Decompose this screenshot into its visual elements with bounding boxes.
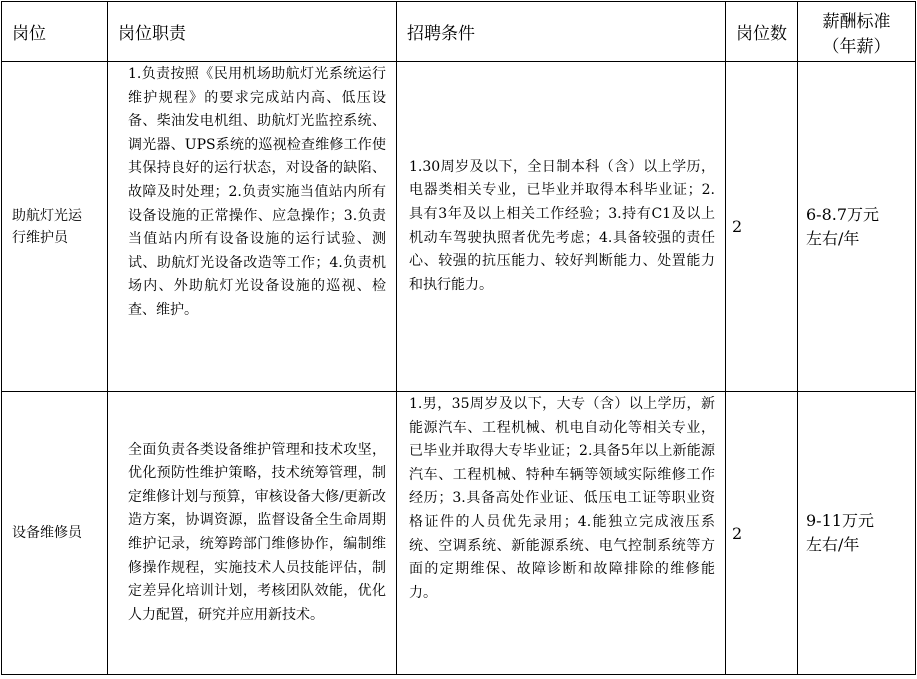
salary-line2: 左右/年 (806, 228, 860, 248)
count-cell: 2 (726, 62, 798, 392)
requirements-cell: 1.30周岁及以下，全日制本科（含）以上学历，电器类相关专业，已毕业并取得本科毕业证；2.具有3年及以上相关工作经验；3.持有C1及以上机动车驾驶执照者优先考虑；4.具备较强的责任心、较强的抗压能力、较好判断能力、处置能力和执行能力。 (397, 62, 726, 392)
salary-line1: 9-11万元 (806, 511, 874, 530)
count-cell: 2 (726, 392, 798, 675)
header-salary-line1: 薪酬标准 (822, 11, 891, 32)
position-cell (2, 62, 108, 392)
duties-cell: 1.负责按照《民用机场助航灯光系统运行维护规程》的要求完成站内高、低压设备、柴油发电机组、助航灯光监控系统、调光器、UPS系统的巡视检查维修工作使其保持良好的运行状态，对设备的缺陷、故障及时处理；2.负责实施当值站内所有设备设施的正常操作、应急操作；3.负责当值站内所有设备设施的运行试验、测试、助航灯光设备改造等工作；4.负责机场内、外助航灯光设备设施的巡视、检查、维护。 (108, 62, 397, 392)
header-requirements: 招聘条件 (397, 2, 726, 62)
header-position: 岗位 (2, 2, 108, 62)
position-name-line2: 行维护员 (12, 229, 68, 246)
header-count: 岗位数 (726, 2, 798, 62)
header-salary (798, 2, 916, 62)
position-cell: 设备维修员 (2, 392, 108, 675)
header-salary-line2: （年薪） (822, 36, 891, 57)
table-header-row (2, 2, 916, 62)
requirements-cell: 1.男，35周岁及以下，大专（含）以上学历，新能源汽车、工程机械、机电自动化等相关专业，已毕业并取得大专毕业证；2.具备5年以上新能源汽车、工程机械、特种车辆等领域实际维修工作经历；3.具备高处作业证、低压电工证等职业资格证件的人员优先录用；4.能独立完成液压系统、空调系统、新能源系统、电气控制系统等方面的定期维保、故障诊断和故障排除的维修能力。 (397, 392, 726, 675)
recruitment-table (1, 1, 916, 675)
salary-line2: 左右/年 (806, 535, 860, 554)
position-name-line1: 助航灯光运 (12, 207, 82, 224)
header-duties: 岗位职责 (108, 2, 397, 62)
salary-line1: 6-8.7万元 (806, 204, 880, 224)
salary-cell (798, 62, 916, 392)
table-row (2, 392, 916, 675)
table-row (2, 62, 916, 392)
duties-cell: 全面负责各类设备维护管理和技术攻坚，优化预防性维护策略，技术统筹管理，制定维修计划与预算，审核设备大修/更新改造方案，协调资源，监督设备全生命周期维护记录，统筹跨部门维修协作，编制维修操作规程，实施技术人员技能评估，制定差异化培训计划，考核团队效能，优化人力配置，研究并应用新技术。 (108, 392, 397, 675)
salary-cell (798, 392, 916, 675)
